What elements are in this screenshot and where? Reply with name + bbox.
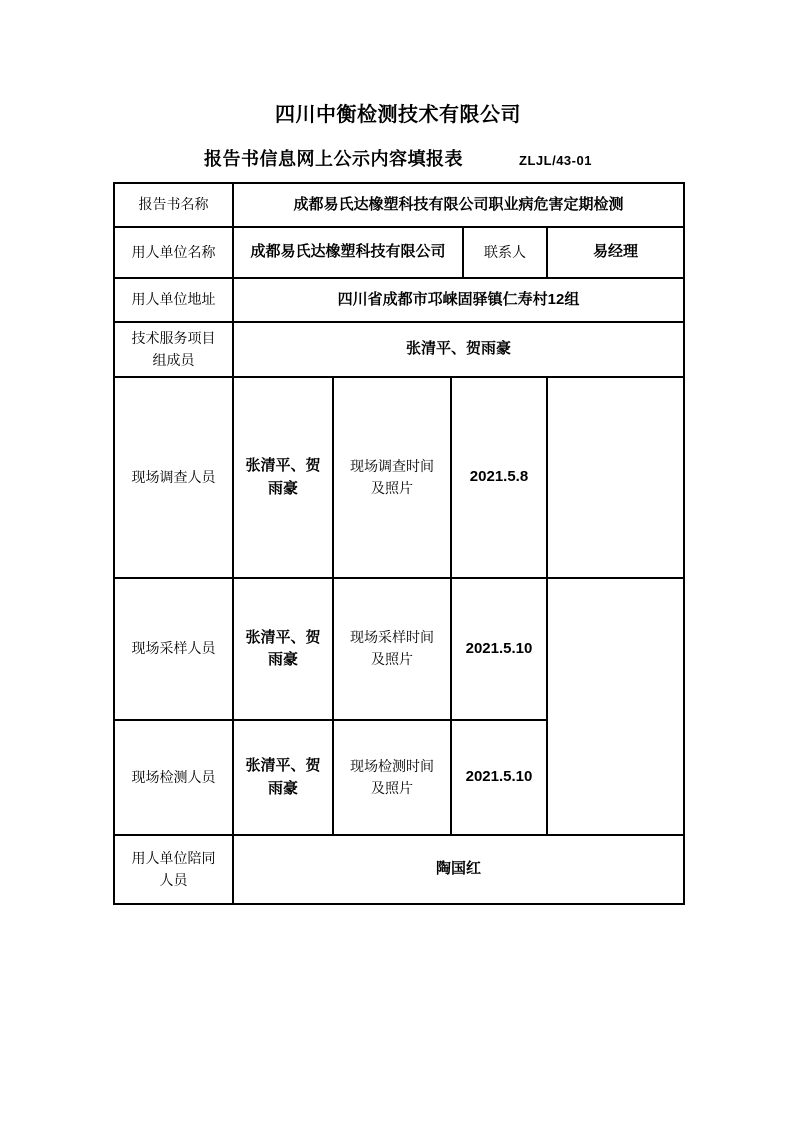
team-members-row	[114, 322, 684, 377]
employer-name-value: 成都易氏达橡塑科技有限公司	[233, 227, 463, 278]
report-name-label: 报告书名称	[114, 183, 233, 227]
sampling-date-value: 2021.5.10	[451, 578, 547, 720]
survey-time-label: 现场调查时间及照片	[333, 377, 451, 578]
testing-personnel-label: 现场检测人员	[114, 720, 233, 835]
survey-photo-cell	[547, 377, 684, 578]
testing-date-value: 2021.5.10	[451, 720, 547, 835]
contact-value: 易经理	[547, 227, 684, 278]
form-title: 报告书信息网上公示内容填报表	[204, 149, 464, 169]
company-title: 四川中衡检测技术有限公司	[275, 104, 521, 126]
report-name-row	[114, 183, 684, 227]
sampling-time-label: 现场采样时间及照片	[333, 578, 451, 720]
testing-personnel-value: 张清平、贺雨豪	[233, 720, 333, 835]
report-info-table	[113, 182, 685, 905]
form-code: ZLJL/43-01	[519, 153, 592, 168]
employer-address-row	[114, 278, 684, 322]
survey-personnel-value: 张清平、贺雨豪	[233, 377, 333, 578]
site-survey-row	[114, 377, 684, 578]
employer-address-label: 用人单位地址	[114, 278, 233, 322]
sampling-personnel-value: 张清平、贺雨豪	[233, 578, 333, 720]
contact-label: 联系人	[463, 227, 547, 278]
escort-label: 用人单位陪同人员	[114, 835, 233, 904]
employer-name-label: 用人单位名称	[114, 227, 233, 278]
survey-personnel-label: 现场调查人员	[114, 377, 233, 578]
document-page	[113, 0, 683, 905]
escort-value: 陶国红	[233, 835, 684, 904]
sampling-personnel-label: 现场采样人员	[114, 578, 233, 720]
employer-address-value: 四川省成都市邛崃固驿镇仁寿村12组	[233, 278, 684, 322]
escort-row	[114, 835, 684, 904]
team-members-value: 张清平、贺雨豪	[233, 322, 684, 377]
report-name-value: 成都易氏达橡塑科技有限公司职业病危害定期检测	[233, 183, 684, 227]
sampling-testing-photo-cell	[547, 578, 684, 835]
site-sampling-row	[114, 578, 684, 720]
testing-time-label: 现场检测时间及照片	[333, 720, 451, 835]
form-title-row	[113, 145, 683, 171]
team-members-label: 技术服务项目组成员	[114, 322, 233, 377]
survey-date-value: 2021.5.8	[451, 377, 547, 578]
employer-name-row	[114, 227, 684, 278]
